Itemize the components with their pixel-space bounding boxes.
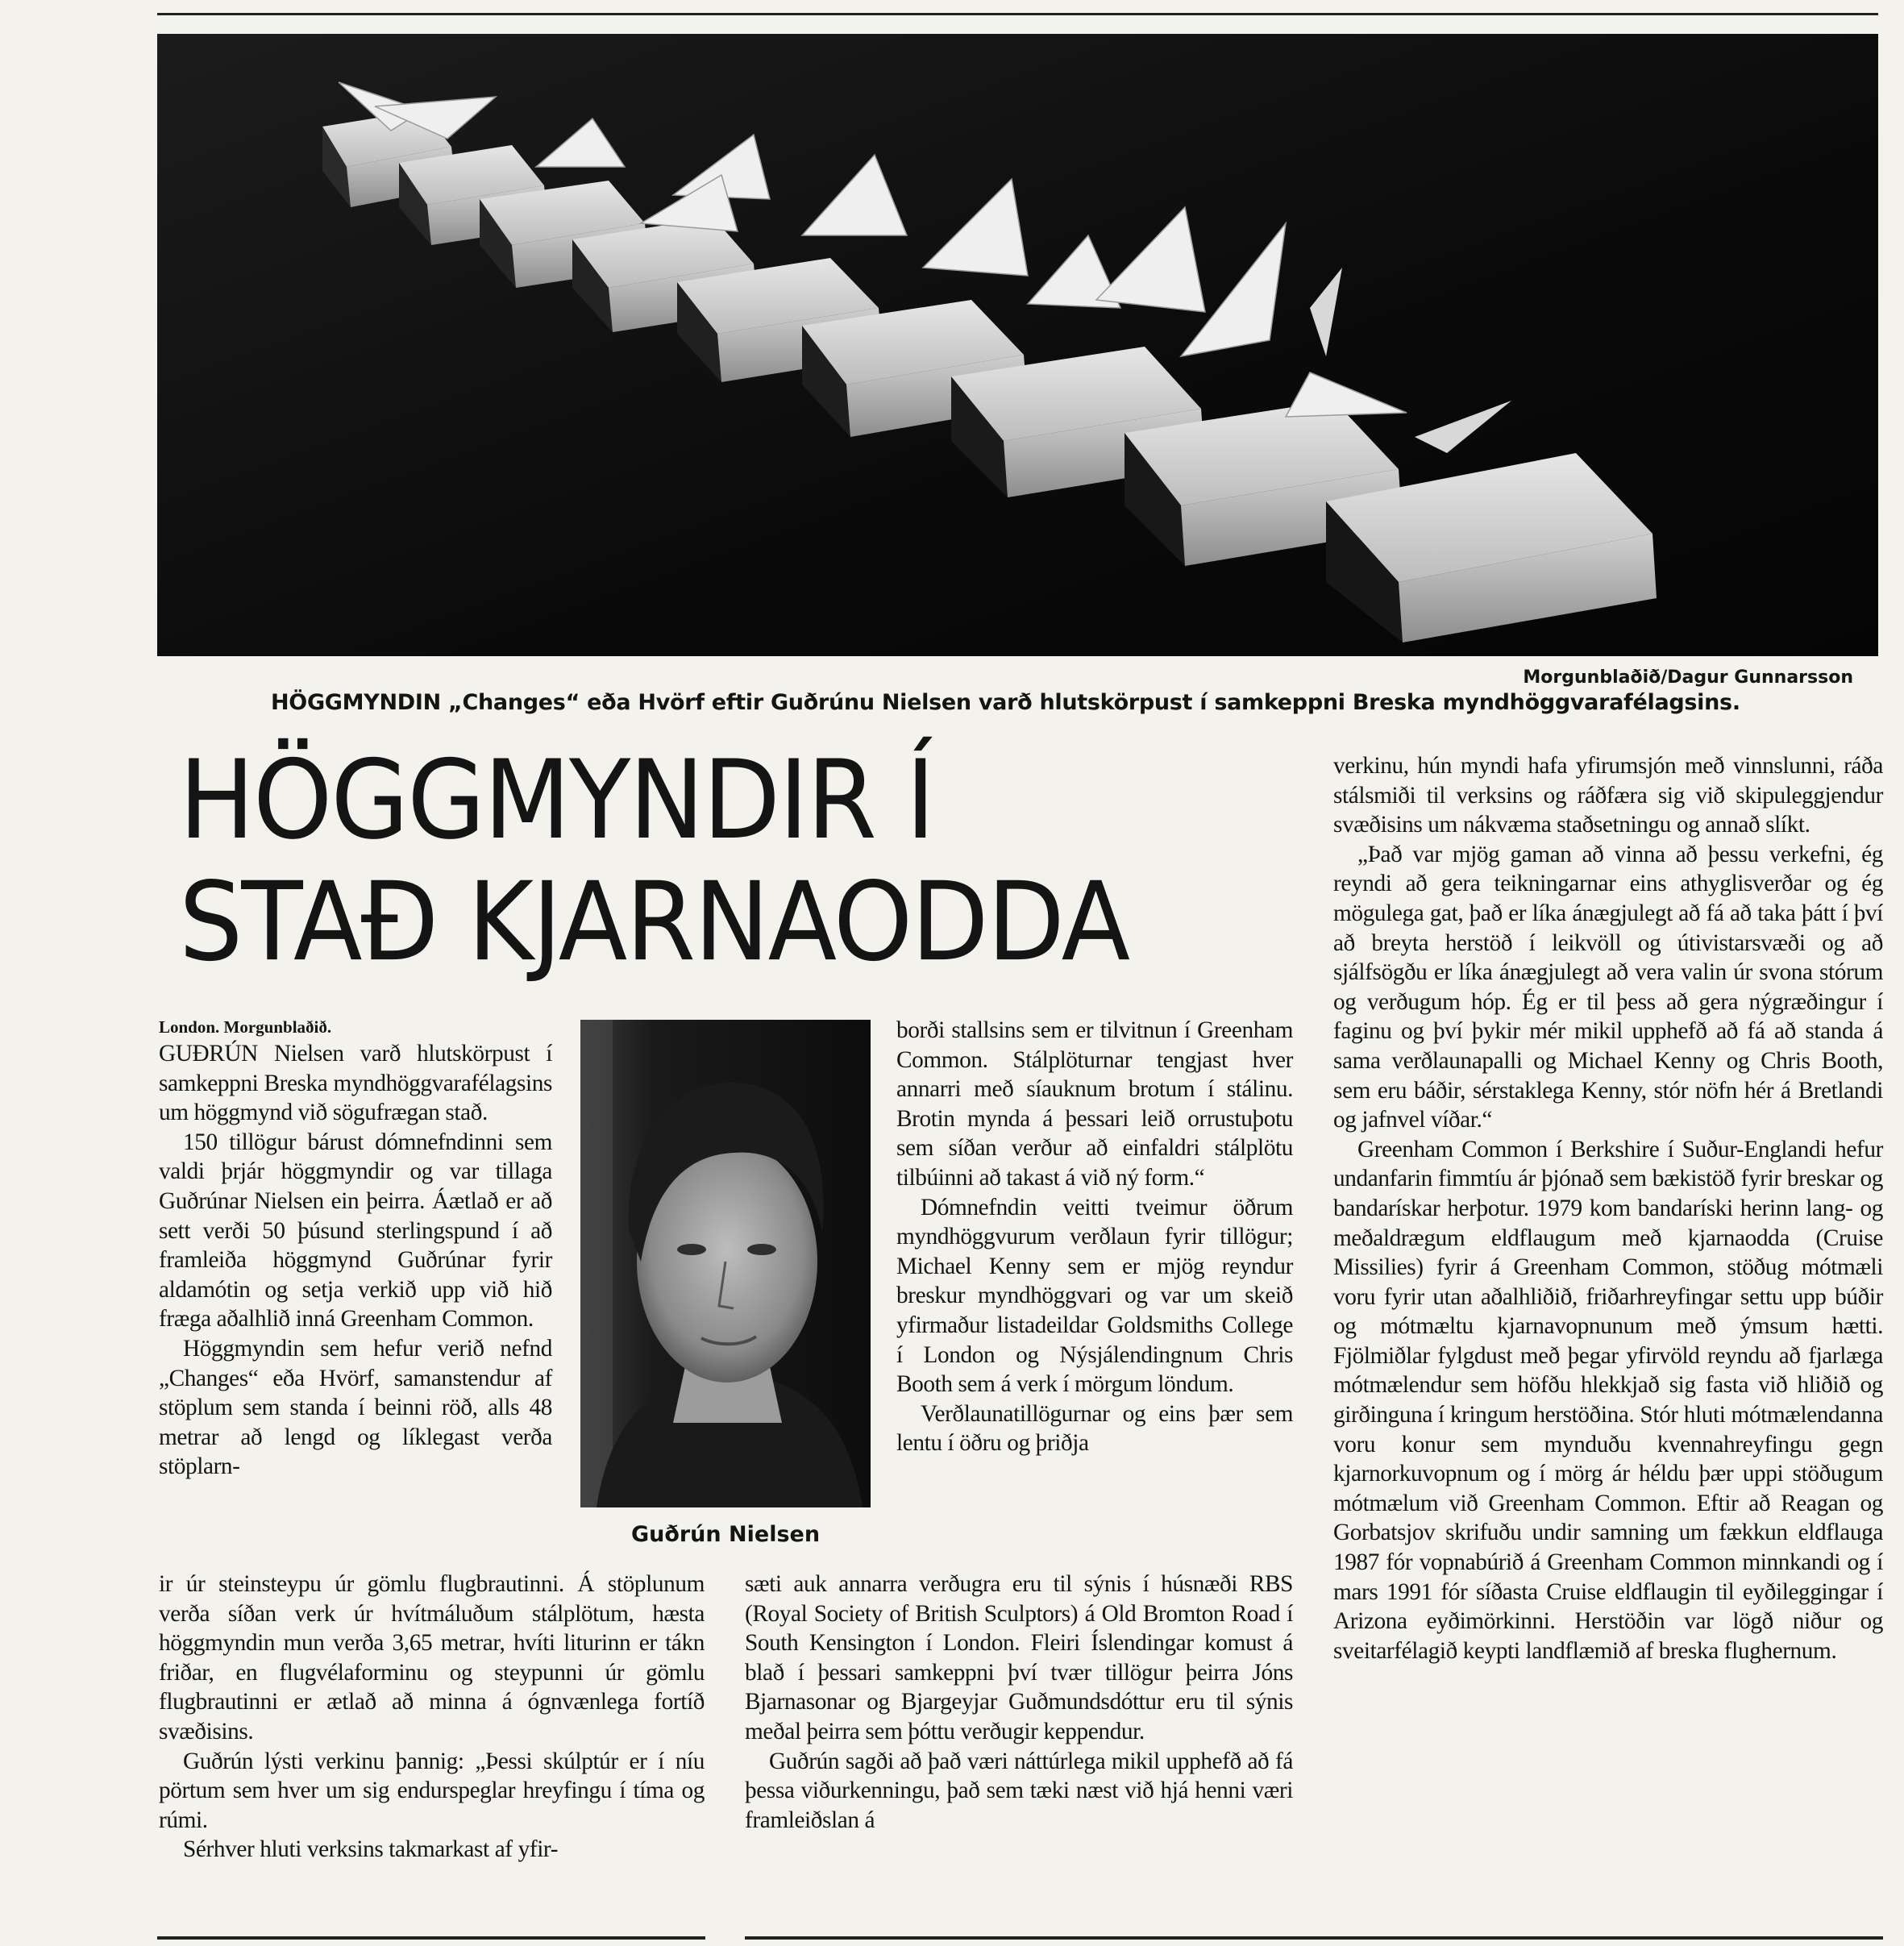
headline-line-1: HÖGGMYNDIR Í	[179, 737, 934, 864]
paragraph: Höggmyndin sem hefur verið nefnd „Changes“ eða Hvörf, samanstendur af stöplum sem standa í beinni röð, alls 48 metrar að lengd og líklegast verða stöplarn-	[159, 1335, 552, 1480]
column-3	[1333, 751, 1883, 1665]
portrait-caption: Guðrún Nielsen	[630, 1522, 821, 1547]
paragraph: Dómnefndin veitti tveimur öðrum myndhöggvurum verðlaun fyrir tillögur; Michael Kenny sem er mjög reyndur breskur myndhöggvari og var um skeið yfirmaður listadeildar Goldsmiths College í London og Nýsjálendingnum Chris Booth sem á verk í mörgum löndum.	[896, 1194, 1293, 1398]
bottom-rule-right	[745, 1936, 1883, 1940]
column-1-lower	[159, 1570, 705, 1865]
column-2-lower	[745, 1570, 1293, 1835]
bottom-rule-left	[157, 1936, 705, 1940]
paragraph: verkinu, hún myndi hafa yfirumsjón með vinnslunni, ráða stálsmiði til verksins og ráðfæra sig við skipuleggjendur svæðisins um nákvæma staðsetningu og annað slíkt.	[1333, 753, 1883, 838]
headline	[179, 737, 1307, 986]
paragraph: sæti auk annarra verðugra eru til sýnis í húsnæði RBS (Royal Society of British Sculptors) á Old Bromton Road í South Kensington í London. Fleiri Íslendingar komust á blað í þessari samkeppni því tvær tillögur þeirra Jóns Bjarnasonar og Bjargeyjar Guðmundsdóttur eru til sýnis meðal þeirra sem þóttu verðugir keppendur.	[745, 1571, 1293, 1744]
paragraph: Guðrún sagði að það væri náttúrlega mikil upphefð að fá þessa viðurkenningu, það sem tæki næst við hjá henni væri framleiðslan á	[745, 1748, 1293, 1833]
paragraph: Greenham Common í Berkshire í Suður-Englandi hefur undanfarin fimmtíu ár þjónað sem bækistöð fyrir breskar og bandarískar herþotur. 1979 kom bandaríski herinn lang- og meðaldrægum eldflaugum með kjarnaodda (Cruise Missilies) fyrir á Greenham Common, stöðug mótmæli voru fyrir utan aðalhliðið, friðarhreyfingar settu upp búðir og mótmæltu kjarnavopnunum með ýmsum hætti. Fjölmiðlar fylgdust með þegar yfirvöld reyndu að fjarlæga mótmælendur sem höfðu hlekkjað sig fasta við hliðið og girðinguna í kringum herstöðina. Stór hluti mótmælendanna voru konur sem mynduðu kvennahreyfingu gegn kjarnorkuvopnum og í mörg ár héldu þær uppi stöðugum mótmælum við Greenham Common. Eftir að Reagan og Gorbatsjov skrifuðu undir samning um fækkun eldflauga 1987 fór vopnabúrið á Greenham Common minnkandi og í mars 1991 fór síðasta Cruise eldflaugin til eyðileggingar í Arizona eyðimörkinni. Herstöðin var lögð niður og sveitarfélagið keypti landflæmið af breska flughernum.	[1333, 1136, 1883, 1664]
sculpture-model-illustration	[157, 34, 1878, 656]
top-rule	[157, 13, 1878, 15]
column-2	[896, 1016, 1293, 1458]
headline-line-2: STAÐ KJARNAODDA	[179, 859, 1129, 986]
photo-credit: Morgunblaðið/Dagur Gunnarsson	[1523, 667, 1853, 688]
paragraph: borði stallsins sem er tilvitnun í Greenham Common. Stálplöturnar tengjast hver annarri með síauknum brotum í stálinu. Brotin mynda á þessari leið orrustuþotu sem síðan verður að einfaldri stálplötu tilbúinni að takast á við ný form.“	[896, 1017, 1293, 1191]
paragraph: „Það var mjög gaman að vinna að þessu verkefni, ég reyndi að gera teikningarnar eins athyglisverðar og ég mögulega gat, það er líka ánægjulegt að fá að taka þátt í því að breyta herstöð í leikvöll og útivistarsvæði og að sjálfsögðu er líka ánægjulegt að vera valin úr svona stórum og verðugum hóp. Ég er til þess að gera nýgræðingur í faginu og því þykir mér mikil upphefð að fá að standa á sama verðlaunapalli og Michael Kenny og Chris Booth, sem eru báðir, sérstaklega Kenny, stór nöfn hér á Bretlandi og jafnvel víðar.“	[1333, 841, 1883, 1133]
paragraph: Verðlaunatillögurnar og eins þær sem lentu í öðru og þriðja	[896, 1400, 1293, 1457]
column-1	[159, 1039, 552, 1482]
sculpture-photo	[157, 34, 1878, 656]
dateline: London. Morgunblaðið.	[159, 1017, 332, 1037]
paragraph: GUÐRÚN Nielsen varð hlutskörpust í samkeppni Breska myndhöggvarafélagsins um höggmynd við sögufrægan stað.	[159, 1041, 552, 1126]
portrait-illustration	[580, 1020, 871, 1507]
paragraph: 150 tillögur bárust dómnefndinni sem valdi þrjár höggmyndir og var tillaga Guðrúnar Nielsen ein þeirra. Áætlað er að sett verði 50 þúsund sterlingspund í að framleiða höggmynd Guðrúnar fyrir aldamótin og setja verkið upp við hið fræga aðalhlið inná Greenham Common.	[159, 1129, 552, 1333]
photo-caption: HÖGGMYNDIN „Changes“ eða Hvörf eftir Guðrúnu Nielsen varð hlutskörpust í samkeppni Breska myndhöggvarafélagsins.	[271, 690, 1740, 715]
portrait-photo	[580, 1020, 871, 1507]
paragraph: ir úr steinsteypu úr gömlu flugbrautinni. Á stöplunum verða síðan verk úr hvítmáluðum stálplötum, hæsta höggmyndin mun verða 3,65 metrar, hvíti liturinn er tákn friðar, en flugvélaforminu og steypunni úr gömlu flugbrautinni er ætlað að minna á ógnvænlega fortíð svæðisins.	[159, 1571, 705, 1744]
paragraph: Guðrún lýsti verkinu þannig: „Þessi skúlptúr er í níu pörtum sem hver um sig endurspeglar hreyfingu í tíma og rúmi.	[159, 1748, 705, 1833]
paragraph: Sérhver hluti verksins takmarkast af yfir-	[183, 1836, 559, 1863]
